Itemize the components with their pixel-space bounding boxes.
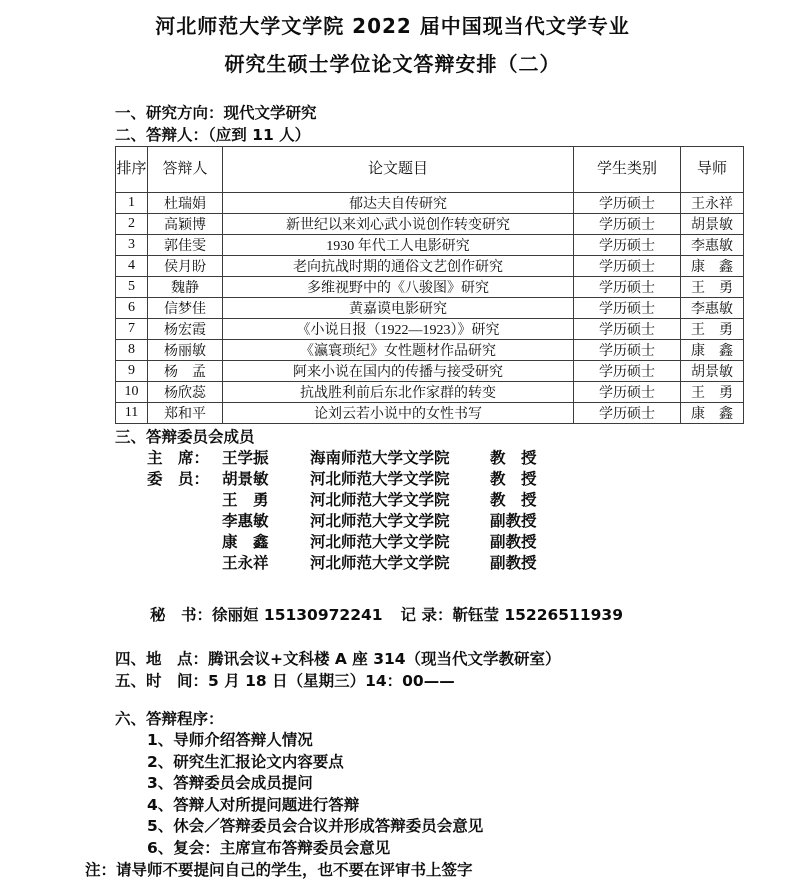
table-row [116, 277, 744, 298]
committee-institution: 河北师范大学文学院 [310, 491, 450, 509]
advisor-cell: 李惠敏 [681, 298, 744, 319]
committee-row [147, 532, 785, 553]
procedure-item: 5、休会／答辩委员会合议并形成答辩委员会意见 [147, 817, 484, 835]
advisor-cell: 李惠敏 [681, 235, 744, 256]
committee-institution: 河北师范大学文学院 [310, 533, 450, 551]
section-5-heading [115, 670, 785, 692]
committee-name: 康 鑫 [222, 533, 269, 551]
table-row [116, 214, 744, 235]
student-category-cell: 学历硕士 [574, 277, 681, 298]
thesis-title-cell: 《小说日报（1922—1923）》研究 [223, 319, 574, 340]
section-3-heading [115, 426, 785, 448]
defenders-table-body [116, 193, 744, 424]
thesis-title-cell: 论刘云若小说中的女性书写 [223, 403, 574, 424]
col-header-thesis-title: 论文题目 [223, 147, 574, 193]
advisor-cell: 康 鑫 [681, 403, 744, 424]
defender-name-cell: 杨 孟 [148, 361, 223, 382]
section-1-heading [115, 102, 785, 124]
student-category-cell: 学历硕士 [574, 319, 681, 340]
committee-institution: 河北师范大学文学院 [310, 512, 450, 530]
defender-name-cell: 杨宏霞 [148, 319, 223, 340]
defender-name-cell: 高颖博 [148, 214, 223, 235]
table-row [116, 382, 744, 403]
advisor-cell: 胡景敏 [681, 361, 744, 382]
thesis-title-cell: 1930 年代工人电影研究 [223, 235, 574, 256]
defender-name-cell: 魏静 [148, 277, 223, 298]
col-header-student-category: 学生类别 [574, 147, 681, 193]
table-row [116, 403, 744, 424]
procedure-item: 4、答辩人对所提问题进行答辩 [147, 795, 360, 814]
student-category-cell: 学历硕士 [574, 340, 681, 361]
committee-role: 主 席： [147, 449, 210, 467]
defender-name-cell: 杨丽敏 [148, 340, 223, 361]
section-6-heading [115, 708, 785, 730]
thesis-title-cell: 多维视野中的《八骏图》研究 [223, 277, 574, 298]
committee-role [147, 553, 222, 574]
section-2-label: 答辩人： [146, 126, 209, 144]
thesis-title-cell: 新世纪以来刘心武小说创作转变研究 [223, 214, 574, 235]
section-5-label: 时 间： [146, 672, 209, 690]
rank-cell: 2 [116, 214, 148, 235]
thesis-title-cell: 黄嘉谟电影研究 [223, 298, 574, 319]
rank-cell: 9 [116, 361, 148, 382]
advisor-cell: 胡景敏 [681, 214, 744, 235]
table-row [116, 235, 744, 256]
procedure-item: 6、复会：主席宣布答辩委员会意见 [147, 838, 391, 857]
student-category-cell: 学历硕士 [574, 382, 681, 403]
section-1-value: 现代文学研究 [223, 104, 317, 122]
secretary-value: 徐丽姮 15130972241 [212, 606, 383, 624]
committee-name: 王永祥 [222, 554, 269, 572]
committee-row [147, 553, 785, 574]
defender-name-cell: 杜瑞娟 [148, 193, 223, 214]
rank-cell: 5 [116, 277, 148, 298]
defender-name-cell: 信梦佳 [148, 298, 223, 319]
committee-role [147, 511, 222, 532]
committee-title: 教 授 [490, 449, 537, 467]
col-header-rank: 排序 [116, 147, 148, 193]
committee-name: 胡景敏 [222, 470, 269, 488]
col-header-advisor: 导师 [681, 147, 744, 193]
section-6-label: 答辩程序： [146, 710, 224, 728]
committee-role [147, 532, 222, 553]
committee-row [147, 469, 785, 490]
committee-row [147, 448, 785, 469]
defender-name-cell: 杨欣蕊 [148, 382, 223, 403]
section-2-num: 二、 [115, 126, 147, 144]
section-4-label: 地 点： [146, 650, 209, 668]
student-category-cell: 学历硕士 [574, 235, 681, 256]
committee-role [147, 490, 222, 511]
section-4-num: 四、 [115, 650, 147, 668]
col-header-defender: 答辩人 [148, 147, 223, 193]
rank-cell: 7 [116, 319, 148, 340]
table-row [116, 361, 744, 382]
rank-cell: 3 [116, 235, 148, 256]
secretary-line [150, 604, 785, 626]
thesis-title-cell: 郁达夫自传研究 [223, 193, 574, 214]
procedure-item: 3、答辩委员会成员提问 [147, 774, 313, 792]
rank-cell: 8 [116, 340, 148, 361]
committee-title: 副教授 [490, 512, 537, 530]
advisor-cell: 康 鑫 [681, 340, 744, 361]
section-3-label: 答辩委员会成员 [146, 428, 255, 446]
advisor-cell: 王 勇 [681, 277, 744, 298]
committee-institution: 海南师范大学文学院 [310, 449, 450, 467]
rank-cell: 4 [116, 256, 148, 277]
committee-title: 教 授 [490, 470, 537, 488]
rank-cell: 11 [116, 403, 148, 424]
rank-cell: 6 [116, 298, 148, 319]
thesis-title-cell: 《瀛寰琐纪》女性题材作品研究 [223, 340, 574, 361]
table-row [116, 193, 744, 214]
recorder-label: 记 录： [400, 606, 453, 624]
committee-title: 副教授 [490, 554, 537, 572]
committee-row [147, 490, 785, 511]
committee-title: 副教授 [490, 533, 537, 551]
committee-institution: 河北师范大学文学院 [310, 554, 450, 572]
thesis-title-cell: 老向抗战时期的通俗文艺创作研究 [223, 256, 574, 277]
procedure-item: 1、导师介绍答辩人情况 [147, 731, 313, 749]
section-2-heading [115, 124, 785, 146]
section-2-value: （应到 11 人） [208, 126, 311, 144]
doc-title-line-1: 河北师范大学文学院 2022 届中国现当代文学专业 [155, 14, 630, 38]
student-category-cell: 学历硕士 [574, 361, 681, 382]
student-category-cell: 学历硕士 [574, 403, 681, 424]
rank-cell: 1 [116, 193, 148, 214]
student-category-cell: 学历硕士 [574, 298, 681, 319]
recorder-value: 靳钰莹 15226511939 [452, 606, 623, 624]
table-row [116, 319, 744, 340]
section-4-heading [115, 648, 785, 670]
section-4-value: 腾讯会议+文科楼 A 座 314（现当代文学教研室） [208, 650, 561, 668]
committee-title: 教 授 [490, 491, 537, 509]
committee-name: 王 勇 [222, 491, 269, 509]
student-category-cell: 学历硕士 [574, 256, 681, 277]
section-6-num: 六、 [115, 710, 147, 728]
table-row [116, 298, 744, 319]
committee-role: 委 员： [147, 470, 210, 488]
section-5-num: 五、 [115, 672, 147, 690]
advisor-cell: 王 勇 [681, 319, 744, 340]
section-3-num: 三、 [115, 428, 147, 446]
committee-row [147, 511, 785, 532]
student-category-cell: 学历硕士 [574, 214, 681, 235]
committee-name: 王学振 [222, 449, 269, 467]
thesis-title-cell: 阿来小说在国内的传播与接受研究 [223, 361, 574, 382]
table-row [116, 340, 744, 361]
defender-name-cell: 侯月盼 [148, 256, 223, 277]
thesis-title-cell: 抗战胜利前后东北作家群的转变 [223, 382, 574, 403]
doc-title-line-2: 研究生硕士学位论文答辩安排（二） [224, 52, 561, 76]
table-row [116, 256, 744, 277]
advisor-cell: 王永祥 [681, 193, 744, 214]
defender-name-cell: 郭佳雯 [148, 235, 223, 256]
section-1-num: 一、 [115, 104, 147, 122]
student-category-cell: 学历硕士 [574, 193, 681, 214]
defenders-table [115, 146, 744, 424]
rank-cell: 10 [116, 382, 148, 403]
section-5-value: 5 月 18 日（星期三）14：00—— [208, 672, 455, 690]
committee-list [147, 448, 785, 574]
advisor-cell: 康 鑫 [681, 256, 744, 277]
advisor-cell: 王 勇 [681, 382, 744, 403]
table-header-row [116, 147, 744, 193]
committee-name: 李惠敏 [222, 512, 269, 530]
procedure-item: 2、研究生汇报论文内容要点 [147, 752, 344, 771]
footnote: 注：请导师不要提问自己的学生，也不要在评审书上签字 [85, 861, 473, 879]
section-1-label: 研究方向： [146, 104, 224, 122]
secretary-label: 秘 书： [150, 606, 213, 624]
committee-institution: 河北师范大学文学院 [310, 470, 450, 488]
defender-name-cell: 郑和平 [148, 403, 223, 424]
procedure-list [147, 730, 785, 859]
